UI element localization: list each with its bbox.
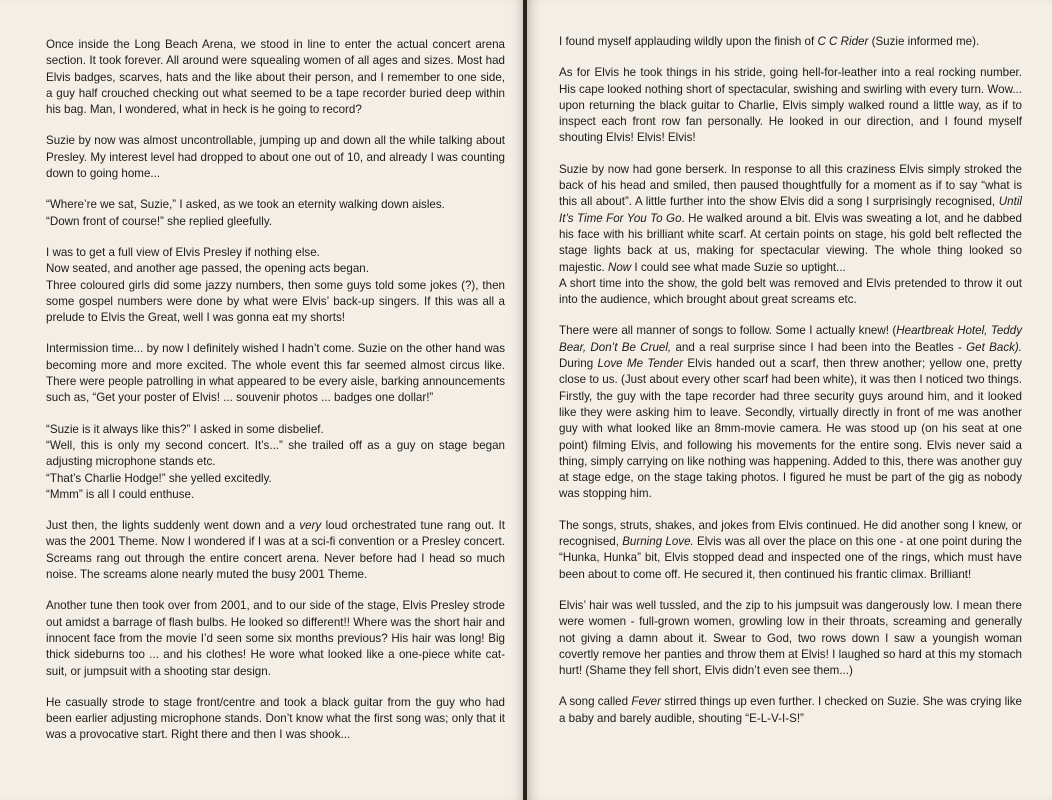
paragraph-line: “Down front of course!” she replied gleefully. [46, 214, 272, 228]
paragraph-line: “Well, this is only my second concert. It’s...” she trailed off as a guy on stage began adjusting microphone stands etc. [46, 438, 505, 469]
paragraph-text: . He walked around a bit. Elvis was sweating a lot, and he dabbed his face with his brilliant white scarf. At certain points on stage, his gold belt reflected the stage lights back at us, making for spectacular viewing. The whole thing looked so majestic. [559, 211, 1022, 274]
paragraph-text: Once inside the Long Beach Arena, we stood in line to enter the actual concert arena section. It took forever. All around were squealing women of all ages and sizes. Most had Elvis badges, scarves, hats and the like about their person, and I remember to one side, a guy half crouched checking out what seemed to be a tape recorder buried deep within his bag. Man, I wondered, what in heck is he going to record? [46, 38, 505, 117]
paragraph-text: Another tune then took over from 2001, and to our side of the stage, Elvis Presley strode out amidst a barrage of flash bulbs. He looked so different!! Where was the short hair and innocent face from the movie I’d seen some six months previous? His hair was long! Big thick sideburns too ... and his clothes! He wore what looked like a one-piece white cat-suit, or jumpsuit with a shooting star design. [46, 599, 505, 678]
italic-title-text: Now [607, 260, 632, 274]
paragraph [46, 695, 505, 744]
left-page [0, 0, 525, 800]
paragraph [46, 518, 505, 583]
italic-title-text: C C Rider [817, 35, 869, 48]
paragraph [46, 197, 505, 230]
italic-title-text: very [299, 519, 322, 533]
paragraph-text: stirred things up even further. I checked on Suzie. She was crying like a baby and barely audible, shouting “E-L-V-I-S!” [559, 695, 1022, 725]
paragraph-text: I could see what made Suzie so uptight... [631, 260, 846, 274]
paragraph-text: Intermission time... by now I definitely wished I hadn’t come. Suzie on the other hand was becoming more and more excited. The whole event this far seemed almost circus like. There were people patrolling in what appeared to be every aisle, barking announcements such as, “Get your poster of Elvis! ... souvenir photos ... badges one dollar!” [46, 342, 505, 405]
paragraph [559, 323, 1022, 502]
paragraph [559, 34, 1022, 50]
paragraph-text: Elvis was all over the place on this one - at one point during the “Hunka, Hunka” bit, Elvis stopped dead and inspected one of the rings, which must have been about to come off. He secured it, then continued his frantic climax. Brilliant! [559, 535, 1022, 581]
paragraph-text: During [559, 357, 598, 371]
paragraph [46, 598, 505, 679]
paragraph [559, 518, 1022, 583]
paragraph-text: and a real surprise since I had been into the Beatles - [671, 340, 967, 354]
italic-title-text: Heartbreak Hotel, Teddy Bear, Don’t Be Cruel, [559, 324, 1022, 354]
paragraph-line: “That’s Charlie Hodge!” she yelled excitedly. [46, 471, 272, 485]
paragraph-line: Now seated, and another age passed, the opening acts began. [46, 262, 369, 276]
paragraph-text: A short time into the show, the gold belt was removed and Elvis pretended to throw it out into the audience, which brought about great screams etc. [559, 276, 1022, 307]
paragraph-text: He casually strode to stage front/centre and took a black guitar from the guy who had been earlier adjusting microphone stands. Don’t know what the first song was; only that it was a provocative start. Right there and then I was shook... [46, 695, 505, 742]
paragraph-text: The songs, struts, shakes, and jokes from Elvis continued. He did another song I knew, or recognised, [559, 518, 1022, 549]
italic-title-text: Until It’s Time For You To Go [559, 195, 1022, 225]
paragraph [559, 162, 1022, 276]
paragraph [559, 276, 1022, 309]
paragraph-text: I found myself applauding wildly upon the finish of [559, 35, 818, 48]
paragraph-line: “Where’re we sat, Suzie,” I asked, as we took an eternity walking down aisles. [46, 198, 445, 212]
paragraph-text: loud orchestrated tune rang out. It was the 2001 Theme. Now I wondered if I was at a sci-fi convention or a Presley concert. Screams rang out through the entire concert arena. Never before had I head so much noise. The screams alone nearly muted the busy 2001 Theme. [46, 519, 505, 582]
italic-title-text: Burning Love. [622, 535, 694, 549]
paragraph [46, 245, 505, 326]
paragraph-line: “Suzie is it always like this?” I asked in some disbelief. [46, 422, 324, 436]
italic-title-text: Love Me Tender [597, 357, 684, 371]
paragraph [559, 694, 1022, 727]
paragraph-line: “Mmm” is all I could enthuse. [46, 487, 195, 501]
paragraph [46, 133, 505, 182]
paragraph [46, 37, 505, 118]
paragraph-text: Suzie by now was almost uncontrollable, jumping up and down all the while talking about Presley. My interest level had dropped to about one out of 10, and already I was counting down to going home... [46, 134, 505, 181]
paragraph-line: Three coloured girls did some jazzy numbers, then some guys told some jokes (?), then some gospel numbers were done by what were Elvis’ back-up singers. If this was all a prelude to Elvis the Great, well I was gonna eat my shorts! [46, 278, 505, 325]
paragraph [559, 65, 1022, 146]
paragraph [46, 422, 505, 503]
paragraph-text: Just then, the lights suddenly went down and a [46, 519, 300, 533]
paragraph-text: A song called [559, 695, 632, 709]
paragraph [46, 341, 505, 406]
paragraph [559, 598, 1022, 679]
paragraph-text: There were all manner of songs to follow. Some I actually knew! ( [559, 324, 897, 338]
paragraph-text: As for Elvis he took things in his stride, going hell-for-leather into a real rocking number. His cape looked nothing short of spectacular, swishing and swirling with every turn. Wow... upon returning the black guitar to Charlie, Elvis simply walked round a little way, as if to inspect each front row fan personally. He looked in our direction, and I found myself shouting Elvis! Elvis! Elvis! [559, 66, 1022, 145]
italic-title-text: Fever [631, 695, 661, 709]
italic-title-text: Get Back). [966, 340, 1022, 354]
paragraph-text: Suzie by now had gone berserk. In response to all this craziness Elvis simply stroked the back of his head and smiled, then paused thoughtfully for a moment as if to say “what is this all about”. A little further into the show Elvis did a song I surprisingly recognised, [559, 162, 1022, 209]
right-page [527, 0, 1052, 800]
paragraph-line: I was to get a full view of Elvis Presley if nothing else. [46, 245, 320, 259]
paragraph-text: Elvis handed out a scarf, then threw another; yellow one, pretty close to us. (Just about every other scarf had been white), it was then I noticed two things. Firstly, the guy with the tape recorder had three security guys around him, and it looked like they were asking him to leave. Secondly, virtually directly in front of me was another guy with what looked like an 8mm-movie camera. He was stood up (on his seat at one point) filming Elvis, and following his movements for the entire song. Elvis never said a thing, simply carrying on like nothing was happening. Added to this, there was another guy at stage edge, on the stage taking photos. I figured he must be part of the gig as nobody was stopping him. [559, 357, 1022, 501]
paragraph-text: Elvis’ hair was well tussled, and the zip to his jumpsuit was dangerously low. I mean there were women - full-grown women, growling low in their throats, screaming and generally not giving a damn about it. Swear to God, two rows down I saw a youngish woman covertly remove her panties and throw them at Elvis! I laughed so hard at this my stomach hurt! (Shame they fell short, Elvis didn’t even see them...) [559, 598, 1022, 678]
paragraph-text: (Suzie informed me). [868, 35, 980, 48]
